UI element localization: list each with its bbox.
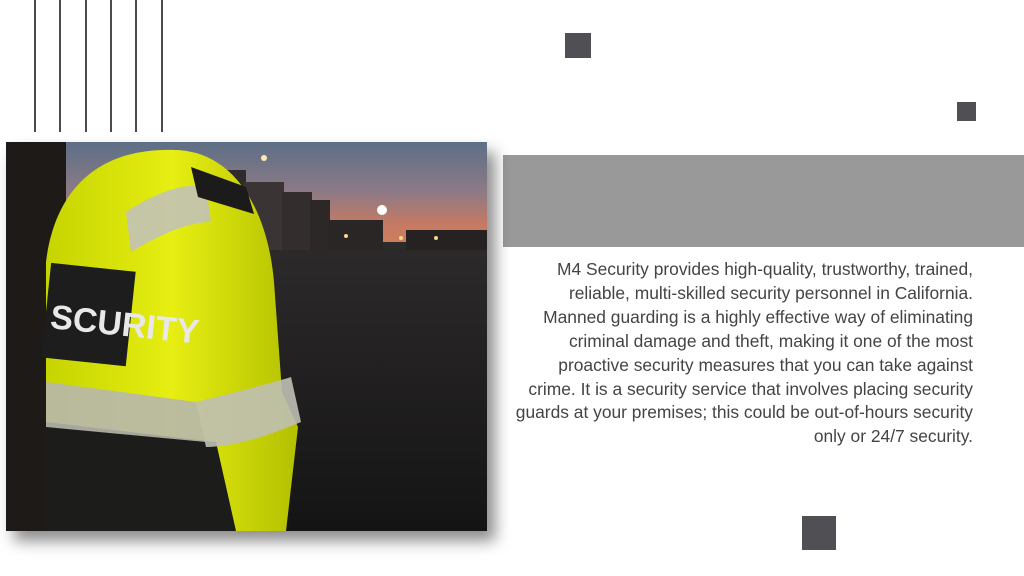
description-text	[508, 258, 973, 449]
security-guard-photo	[6, 142, 487, 531]
decorative-line	[85, 0, 87, 132]
decorative-line	[34, 0, 36, 132]
decorative-line	[59, 0, 61, 132]
decorative-square	[802, 516, 836, 550]
decorative-line	[161, 0, 163, 132]
decorative-line	[110, 0, 112, 132]
description-paragraph-2: Manned guarding is a highly effective way of eliminating criminal damage and theft, making it one of the most proactive security measures that you can take against crime. It is a security service that involves placing security guards at your premises; this could be out-of-hours security only or 24/7 security.	[515, 306, 973, 447]
description-paragraph-1: M4 Security provides high-quality, trustworthy, trained, reliable, multi-skilled security personnel in California.	[557, 259, 973, 303]
gray-banner	[503, 155, 1024, 247]
decorative-square	[565, 33, 591, 58]
decorative-line	[135, 0, 137, 132]
security-patch-text: SCURITY	[48, 298, 201, 352]
decorative-square	[957, 102, 976, 121]
